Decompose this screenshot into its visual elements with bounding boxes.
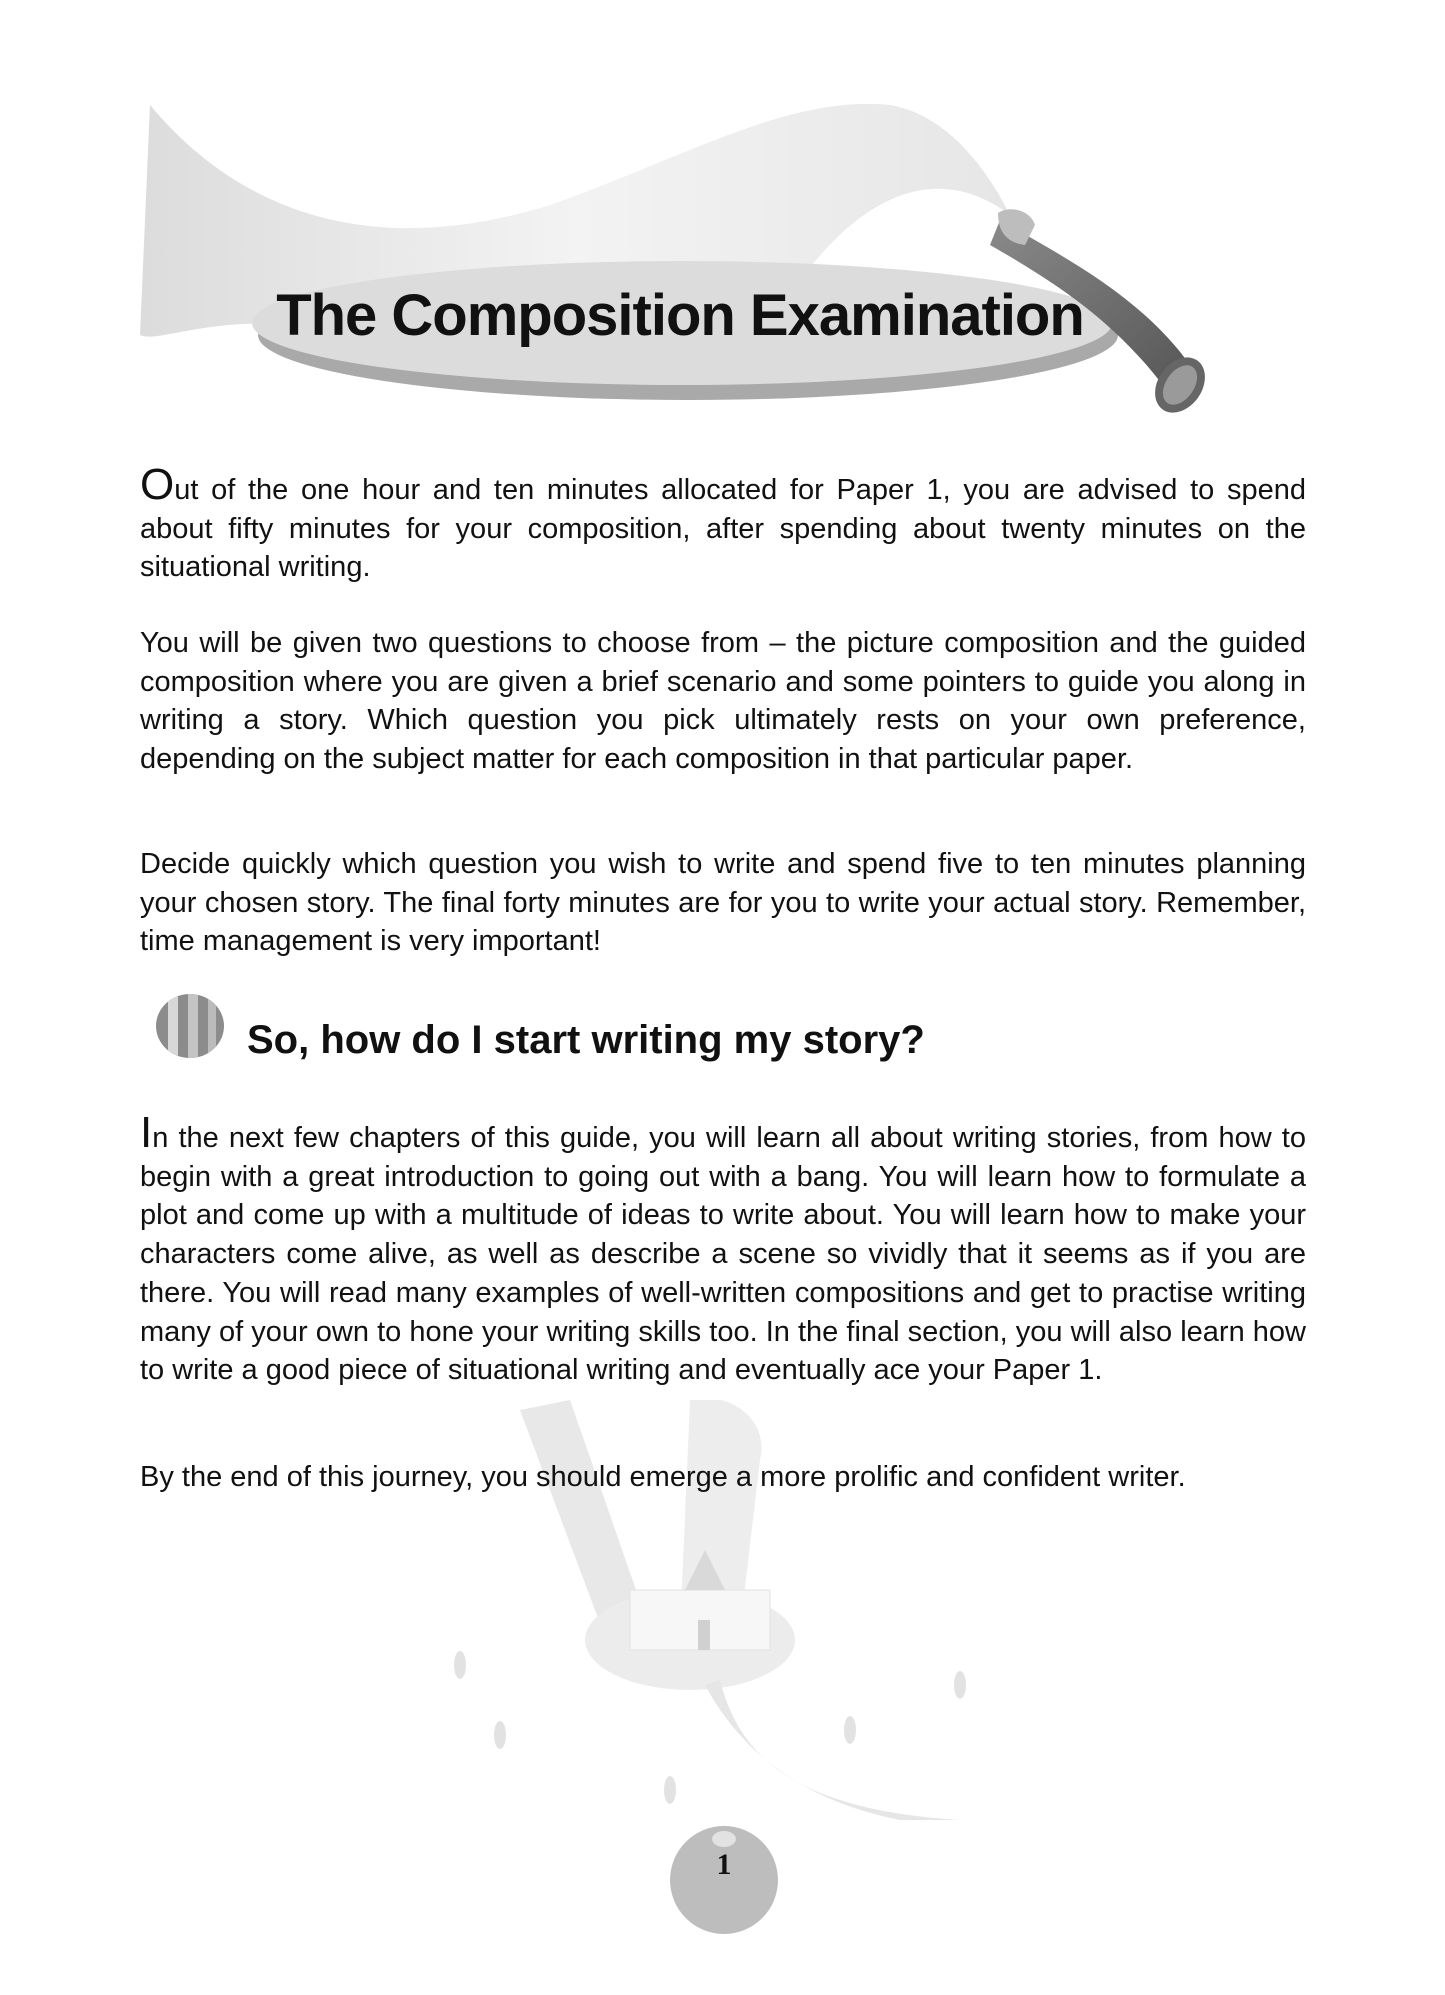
initial-letter: O — [140, 460, 175, 509]
initial-letter: I — [140, 1108, 153, 1157]
paragraph-text: You will be given two questions to choose from – the picture composition and the guided composition where you are given a brief scenario and some pointers to guide you along in writing a story. Which question you pick ultimately rests on your own preference, depending on the subject matter for each composition in that particular paper. — [140, 627, 1306, 776]
paragraph-3 — [140, 845, 1306, 961]
section-heading: So, how do I start writing my story? — [247, 1018, 925, 1062]
paragraph-5 — [140, 1458, 1306, 1497]
page-title: The Composition Examination — [276, 283, 1084, 348]
page-number: 1 — [716, 1848, 732, 1881]
paragraph-text: By the end of this journey, you should emerge a more prolific and confident writer. — [140, 1461, 1186, 1493]
striped-ball-icon — [154, 992, 226, 1060]
paragraph-text: n the next few chapters of this guide, you will learn all about writing stories, from how to begin with a great introduction to going out with a bang. You will learn how to formulate a plot and come up with a multitude of ideas to write about. You will learn how to make your characters come alive, as well as describe a scene so vividly that it seems as if you are there. You will read many examples of well-written compositions and get to practise writing many of your own to hone your writing skills too. In the final section, you will also learn how to write a good piece of situational writing and eventually ace your Paper 1. — [140, 1122, 1306, 1387]
paragraph-4 — [140, 1108, 1306, 1390]
title-banner-illustration — [130, 95, 1330, 435]
paragraph-text: Decide quickly which question you wish to write and spend five to ten minutes planning your chosen story. The final forty minutes are for you to write your actual story. Remember, time management is very important! — [140, 848, 1306, 958]
paragraph-text: ut of the one hour and ten minutes allocated for Paper 1, you are advised to spend about fifty minutes for your composition, after spending about twenty minutes on the situational writing. — [140, 474, 1306, 584]
paragraph-2 — [140, 624, 1306, 779]
paragraph-1 — [140, 460, 1306, 587]
